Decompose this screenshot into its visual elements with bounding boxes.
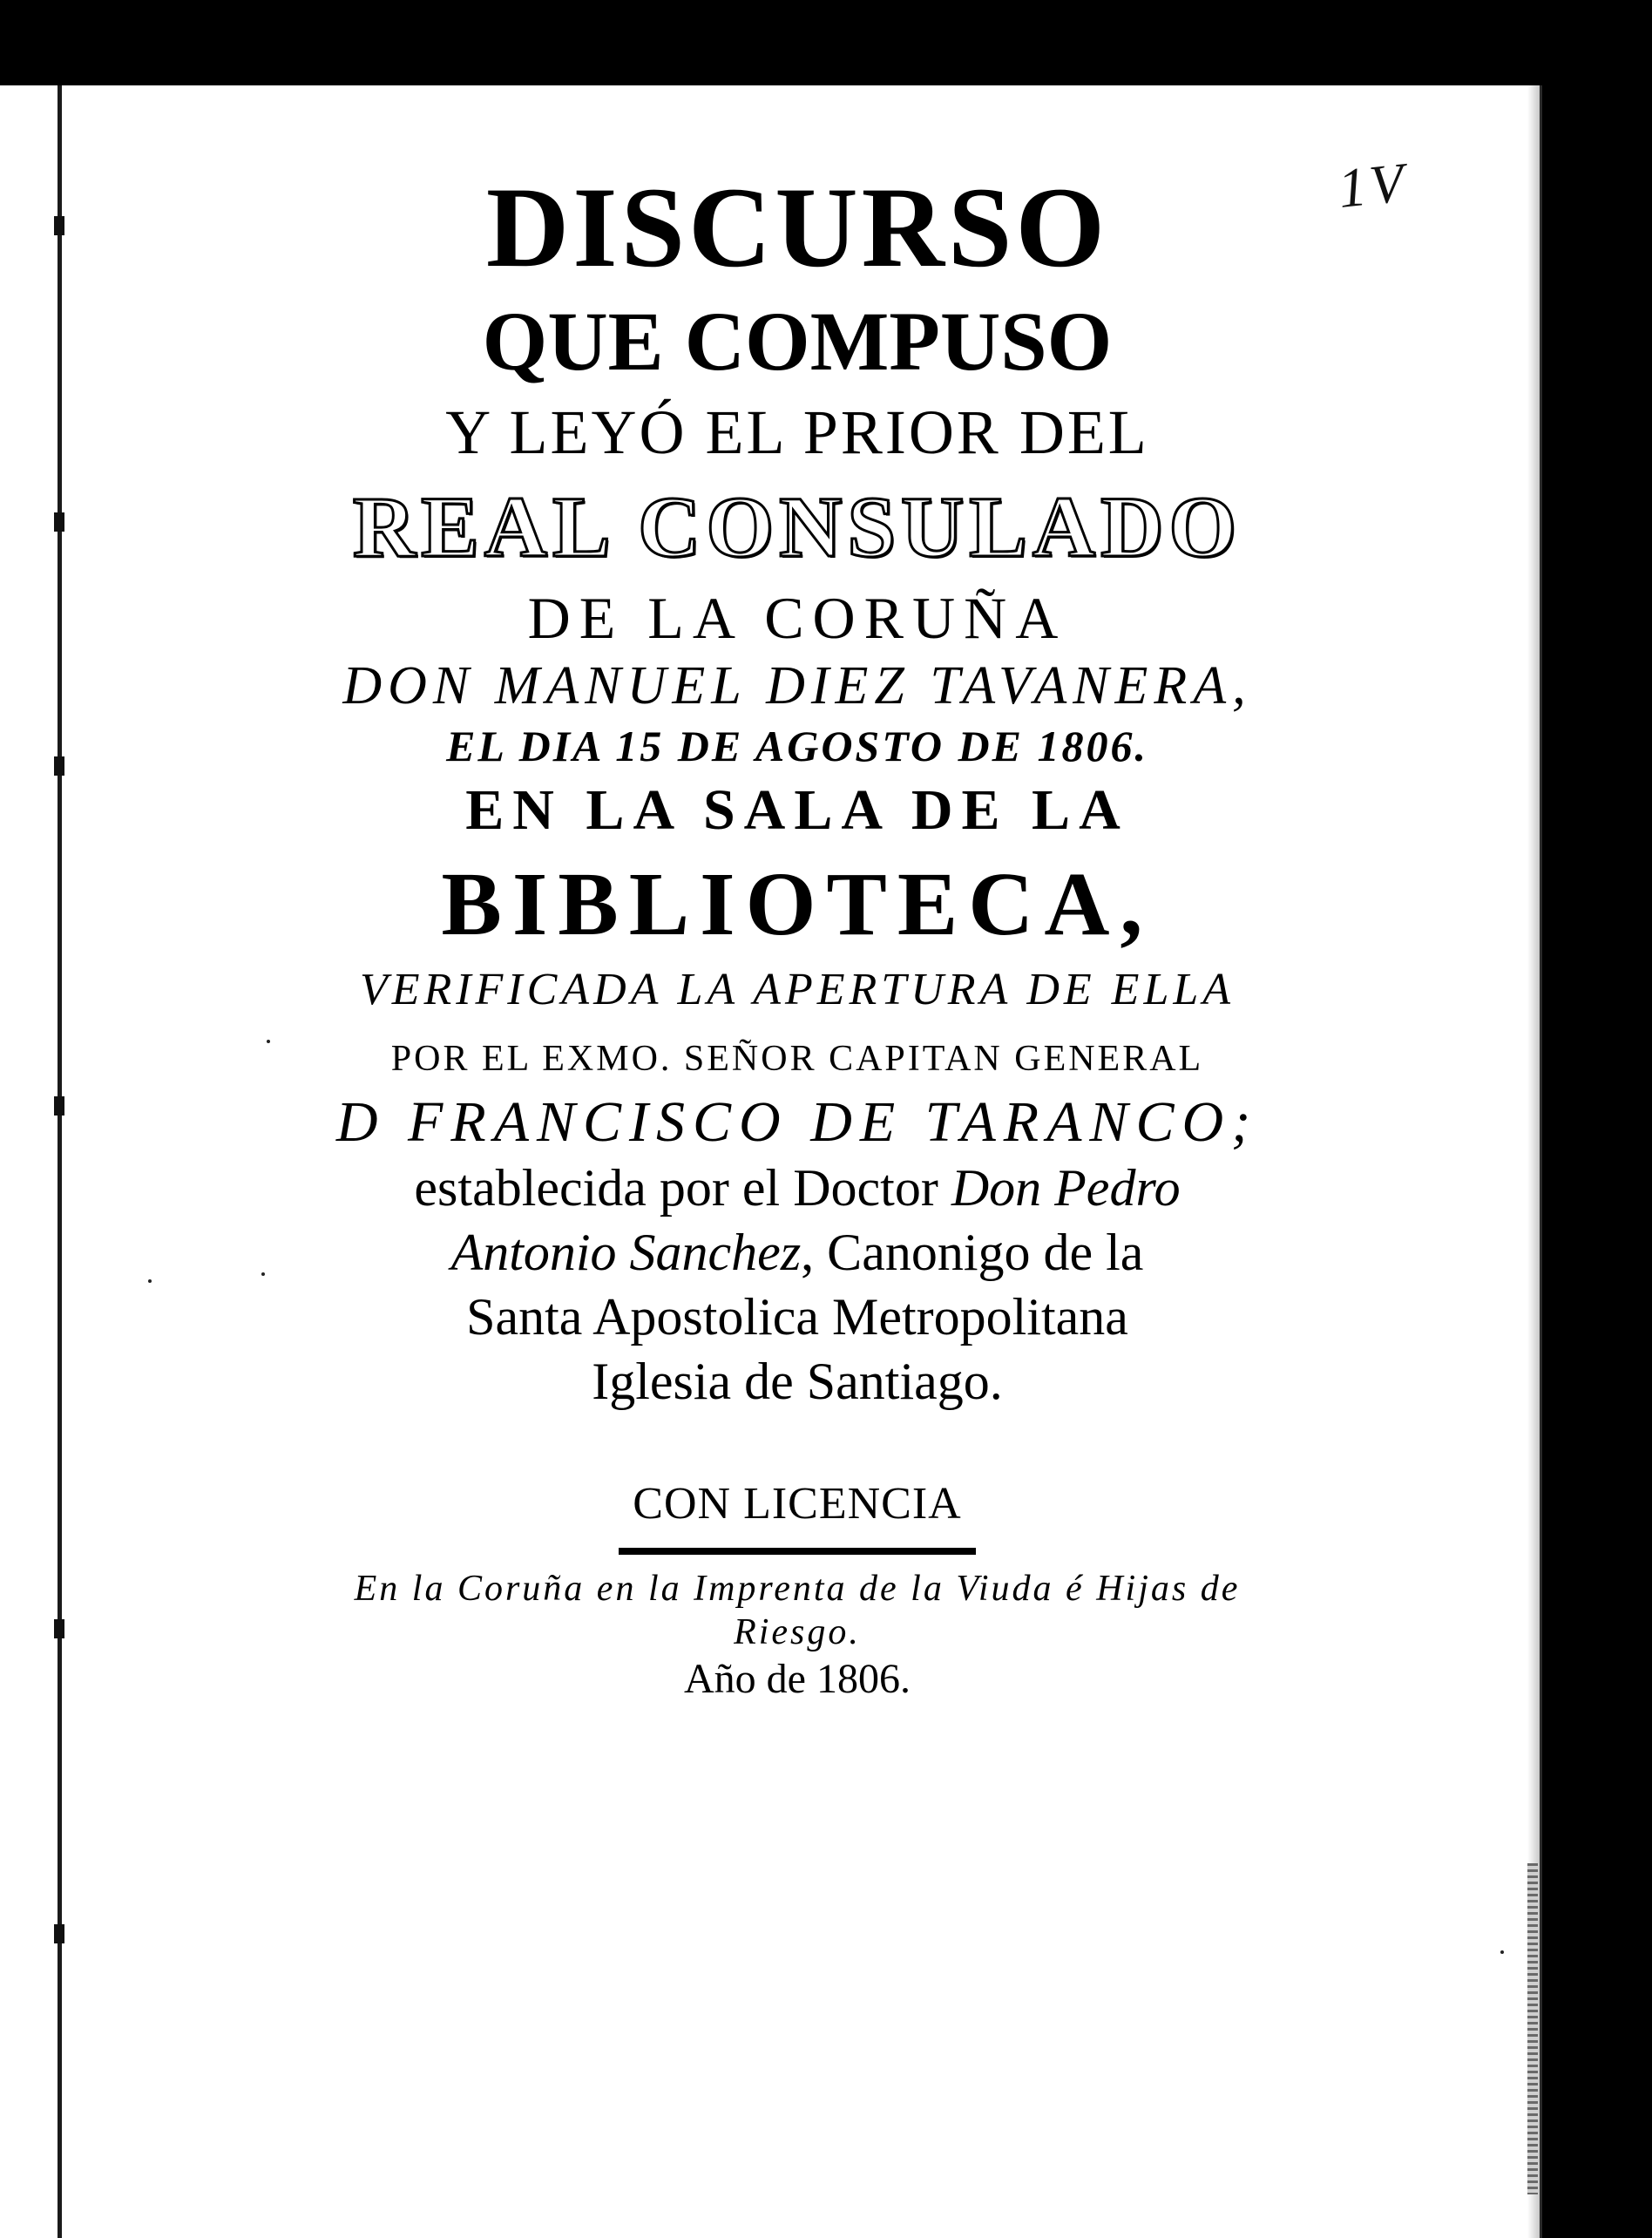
body-line: Santa Apostolica Metropolitana [466,1287,1128,1346]
body-line [227,1221,1368,1284]
paper-speck [1500,1950,1504,1954]
title-line-francisco: D FRANCISCO DE TARANCO; [335,1090,1259,1155]
body-text-italic: Don Pedro [951,1158,1181,1217]
title-line-verificada: VERIFICADA LA APERTURA DE ELLA [359,964,1236,1014]
licence-line: CON LICENCIA [633,1478,962,1529]
gutter-mark [54,756,64,776]
title-line-real-consulado: REAL CONSULADO [352,478,1242,575]
gutter-mark [54,512,64,532]
body-text: , Canonigo de la [801,1223,1144,1281]
gutter-mark [54,1619,64,1638]
separator-rule [619,1548,976,1555]
date-line: EL DIA 15 DE AGOSTO DE 1806. [446,721,1148,770]
title-line-sala: EN LA SALA DE LA [465,777,1129,842]
book-page [0,85,1542,2238]
year-line: Año de 1806. [684,1655,911,1702]
main-title: DISCURSO [485,163,1109,291]
title-line-biblioteca: BIBLIOTECA, [441,853,1154,954]
printer-line: Riesgo. [734,1612,861,1653]
gutter-mark [54,1096,64,1116]
title-page-text [227,164,1368,1703]
paper-speck [148,1279,152,1283]
title-line-coruna: DE LA CORUÑA [527,584,1067,651]
printer-line: En la Coruña en la Imprenta de la Viuda é Hijas de [354,1569,1241,1610]
page-edge-texture [1527,1863,1538,2194]
page-gutter-rule [58,85,62,2238]
title-line-que-compuso: QUE COMPUSO [482,295,1113,389]
handwritten-folio-mark: 1V [1335,151,1411,220]
gutter-mark [54,1924,64,1943]
gutter-mark [54,216,64,235]
title-line-leyo: Y LEYÓ EL PRIOR DEL [445,397,1149,467]
body-line [227,1156,1368,1219]
author-line: DON MANUEL DIEZ TAVANERA, [342,655,1252,715]
body-text: establecida por el Doctor [414,1158,938,1217]
body-text-italic: Antonio Sanchez [450,1223,802,1281]
title-line-capitan-general: POR EL EXMO. SEÑOR CAPITAN GENERAL [390,1039,1204,1080]
body-line: Iglesia de Santiago. [592,1352,1003,1410]
